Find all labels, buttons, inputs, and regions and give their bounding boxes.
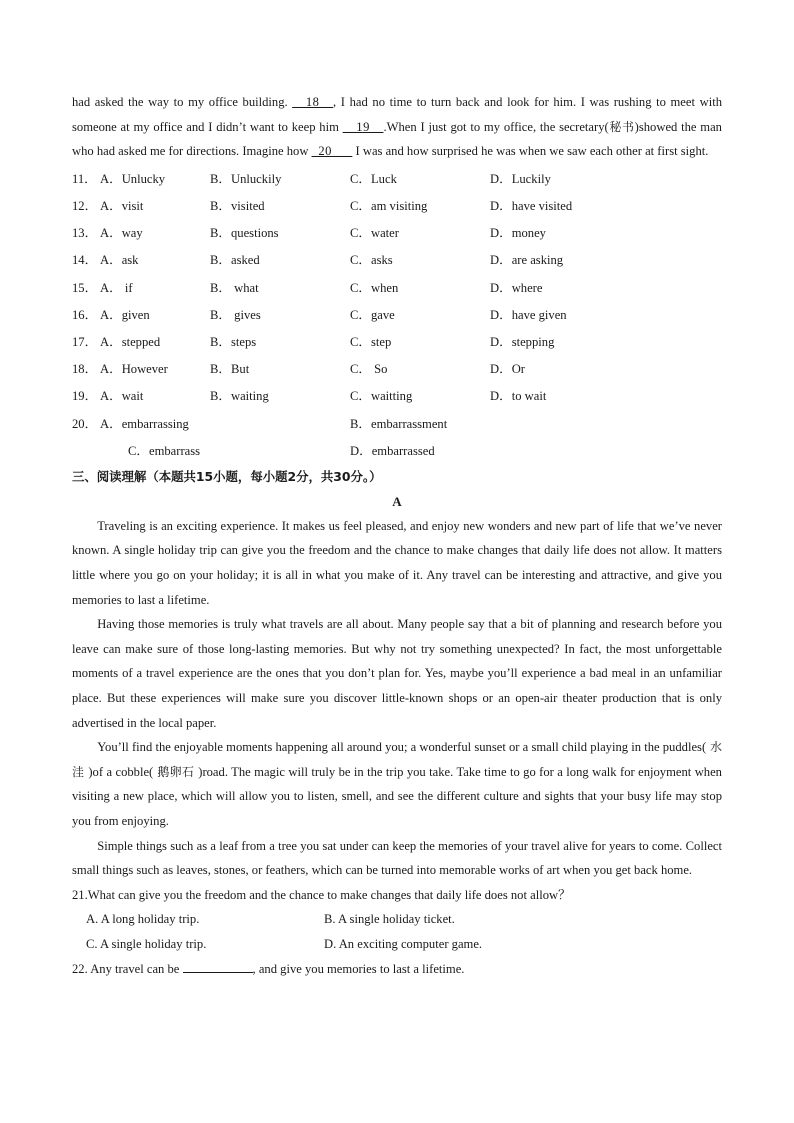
option-d: D．have given [490,307,567,322]
question-row-20 [72,408,610,435]
section-heading: 三、阅读理解（本题共15小题，每小题2分，共30分。） [72,468,382,484]
choice-rows [72,164,610,409]
option-a: A．However [100,362,168,377]
question-row [72,273,610,300]
paragraph-text: )of a cobble( [88,764,154,779]
option-a: A．given [100,307,150,322]
question-21-options-row-1 [72,907,722,932]
option-d: D. An exciting computer game. [324,936,483,951]
question-number: 11． [72,171,97,186]
question-row [72,354,610,381]
option-a: A．way [100,226,143,241]
option-c: C．Luck [350,171,397,186]
option-c: C．am visiting [350,199,428,214]
cloze-text: had asked the way to my office building. [72,95,293,109]
option-a: A．Unlucky [100,171,166,186]
option-c: C．waitting [350,389,413,404]
question-row [72,327,610,354]
question-number: 17． [72,335,98,349]
option-c: C．asks [350,253,393,268]
question-21-options-row-2 [72,932,722,957]
option-d: D．to wait [490,389,547,404]
blank-20: _20___ [311,144,353,159]
question-21-stem: 21.What can give you the freedom and the chance to make changes that daily life does not allow？ [72,887,571,902]
option-d: D．stepping [490,335,555,349]
question-row [72,381,610,408]
option-d: D．where [490,280,543,295]
passage-paragraph-1: Traveling is an exciting experience. It makes us feel pleased, and enjoy new wonders and new part of life that we’ve never known. A single holiday trip can give you the freedom and the chance to make changes that daily life does not allow. It matters little where you go on your holiday; it is all in what you make of it. Any travel can be interesting and attractive, and give you memories to last a lifetime. [72,518,722,607]
question-row [72,300,610,327]
option-c: C．step [350,335,392,349]
answer-blank [183,959,253,973]
blank-19: __19__ [342,119,384,134]
option-b: B． what [210,280,259,295]
option-c: C. A single holiday trip. [86,936,207,951]
option-a: A．wait [100,389,144,404]
option-b: B．steps [210,335,257,349]
option-a: A． if [100,280,133,295]
passage-label: A [392,493,402,509]
option-d: D．Luckily [490,171,551,186]
chinese-gloss: 水洼 [72,740,722,779]
option-b: B．waiting [210,389,269,404]
question-number: 18． [72,362,98,377]
chinese-gloss: 鹅卵石 [153,764,199,779]
passage-paragraph-3 [72,735,722,833]
question-row-20-cont [72,436,610,463]
question-row [72,218,610,245]
cloze-passage-tail [72,90,722,164]
option-d: D．money [490,226,546,241]
cloze-text: )showed the man who had asked me for directions. Imagine how [72,119,722,159]
cloze-text: I was and how surprised he was when we saw each other at first sight. [352,144,709,159]
passage-paragraph-2: Having those memories is truly what travels are all about. Many people say that a bit of planning and research before you leave can make sure of those long-lasting memories. But why not try something unexpected? In fact, the most unforgettable moments of a travel experience are the ones that you don’t plan for. Yes, maybe you’ll experience a bad meal in an unfamiliar place. But these experiences will make sure you discover little-known shops or an open-air theater production that is only advertised in the local paper. [72,617,722,730]
question-number: 16． [72,307,98,322]
blank-18: __18__ [292,95,334,109]
option-d: D．are asking [490,253,564,268]
option-d: D．Or [490,362,525,377]
option-b: B． gives [210,307,261,322]
question-row [72,164,610,191]
option-b: B. A single holiday ticket. [324,912,455,927]
option-c: C．when [350,280,399,295]
question-row [72,191,610,218]
option-b: B．embarrassment [350,416,448,431]
option-a: A．embarrassing [100,416,189,431]
exam-page [72,90,722,981]
question-number: 20． [72,416,98,431]
option-c: C． So [350,362,388,377]
option-a: A．visit [100,199,144,214]
paragraph-text: )road. The magic will truly be in the trip you take. Take time to go for a long walk for enjoyment when visiting a new place, which will allow you to listen, smell, and see the different culture and sights that your busy life may stop you from enjoying. [72,764,722,828]
cloze-choices-table [72,164,610,463]
passage-paragraph-4: Simple things such as a leaf from a tree you sat under can keep the memories of your travel alive for years to come. Collect small things such as leaves, stones, or feathers, which can be turned into memorable works of art when you get back home. [72,838,722,878]
question-number: 19． [72,389,98,404]
question-number: 15． [72,280,98,295]
option-b: B．asked [210,253,260,268]
option-b: B．visited [210,199,265,214]
cloze-text: .When I just got to my office, the secretary( [383,119,609,134]
option-b: B．But [210,362,250,377]
question-row [72,245,610,272]
question-text: 22. Any travel can be [72,961,183,976]
option-c: C．water [350,226,399,241]
option-b: B．questions [210,226,279,241]
chinese-gloss: 秘书 [608,119,635,134]
option-d: D．have visited [490,199,573,214]
cloze-text: , I had no time to turn back and look for him. I was rushing to meet with someone at my office and I didn’t want to keep him [72,95,722,134]
option-a: A．ask [100,253,139,268]
option-b: B．Unluckily [210,171,282,186]
option-a: A. A long holiday trip. [86,912,200,927]
question-number: 14． [72,253,98,268]
option-d: D．embarrassed [350,443,435,458]
question-number: 13． [72,226,98,241]
option-c: C．embarrass [128,443,201,458]
option-a: A．stepped [100,335,161,349]
question-text: , and give you memories to last a lifetime. [252,961,465,976]
question-22-stem [72,957,722,982]
question-number: 12． [72,199,98,214]
option-c: C．gave [350,307,395,322]
paragraph-text: You’ll find the enjoyable moments happening all around you; a wonderful sunset or a small child playing in the puddles( [97,740,707,755]
